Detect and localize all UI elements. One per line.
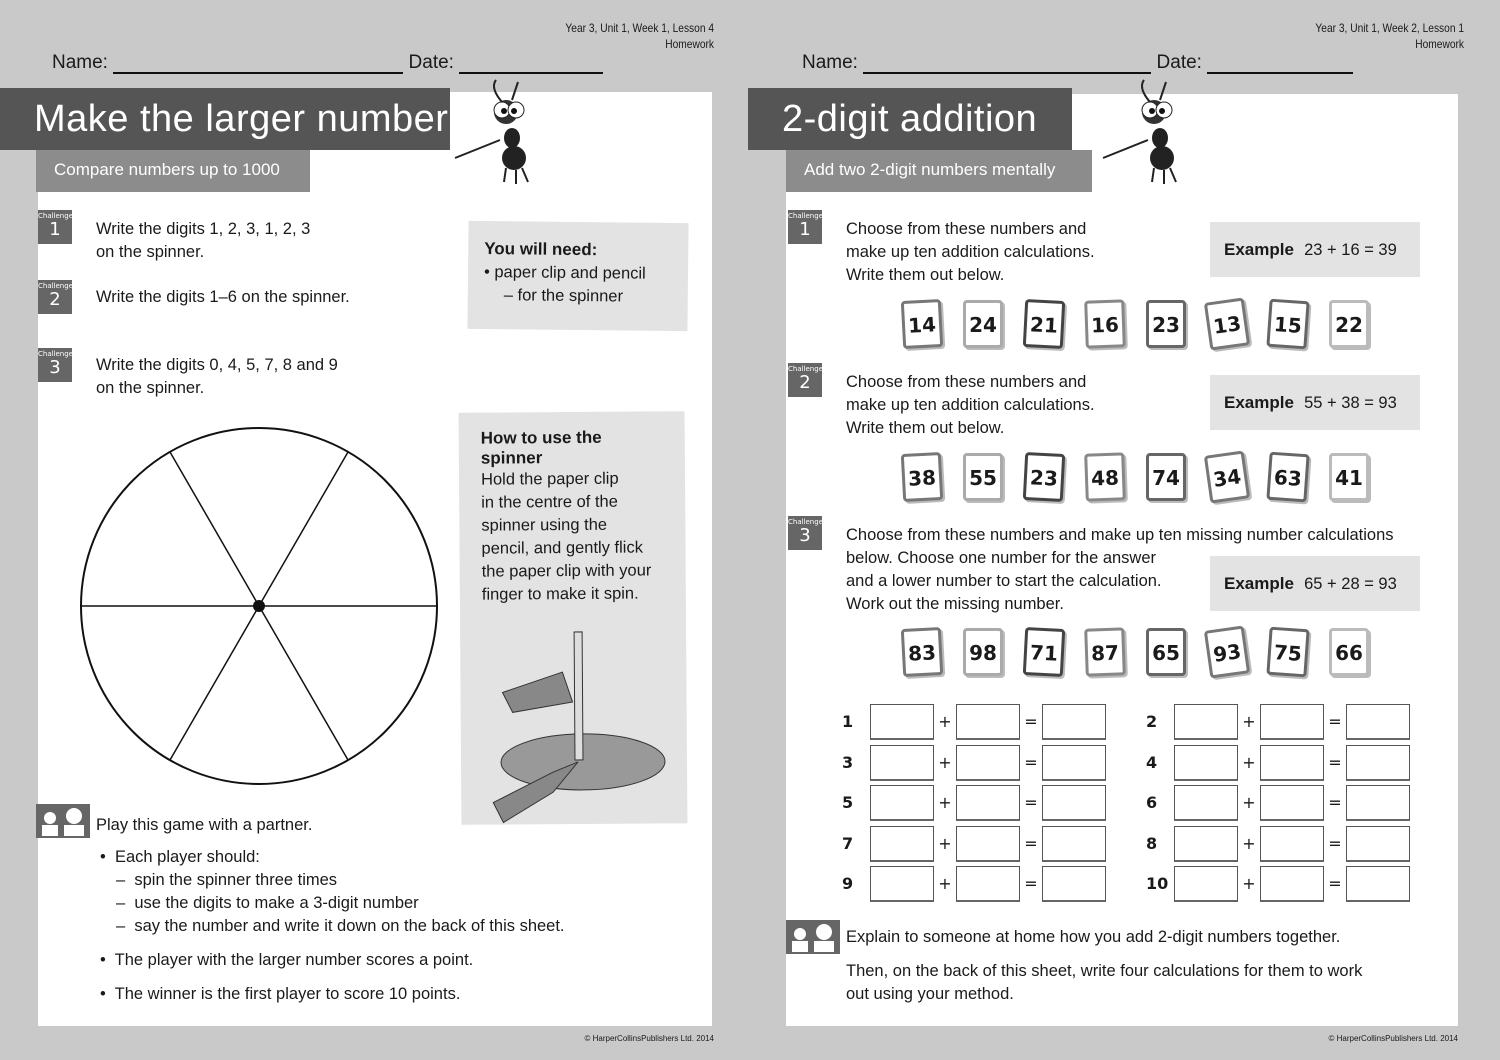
lesson-meta	[1299, 20, 1464, 52]
answer-box[interactable]	[1346, 826, 1410, 862]
text-line: Write the digits 1, 2, 3, 1, 2, 3	[96, 220, 311, 238]
question-number: 6	[1146, 793, 1158, 812]
challenge-label: Challenge	[788, 518, 823, 526]
number-card: 63	[1266, 452, 1309, 503]
ant-mascot-icon	[450, 78, 570, 188]
spinner-hand-illustration	[482, 611, 674, 832]
sub-rule-text: spin the spinner three times	[134, 871, 338, 889]
number-card: 15	[1266, 299, 1309, 350]
addend-2-box[interactable]	[956, 866, 1020, 902]
example-box	[1210, 556, 1420, 611]
date-label: Date:	[408, 52, 454, 73]
date-field[interactable]	[459, 72, 603, 74]
example-equation: 65 + 28 = 93	[1304, 575, 1397, 593]
question-number: 2	[1146, 712, 1158, 731]
number-card: 87	[1084, 627, 1126, 676]
addend-2-box[interactable]	[956, 826, 1020, 862]
rule-text: The player with the larger number scores a point.	[114, 951, 474, 969]
page-subtitle: Compare numbers up to 1000	[36, 150, 310, 192]
number-card: 98	[963, 628, 1003, 676]
text-line: the paper clip with your	[481, 561, 652, 581]
challenge-badge-2	[38, 280, 72, 314]
homework-label: Homework	[665, 37, 714, 51]
addend-1-box[interactable]	[870, 745, 934, 781]
calc-row	[842, 826, 1106, 862]
challenge-badge-1	[38, 210, 72, 244]
answer-box[interactable]	[1042, 704, 1106, 740]
example-equation: 23 + 16 = 39	[1304, 241, 1397, 259]
copyright: © HarperCollinsPublishers Ltd. 2014	[1328, 1034, 1458, 1043]
addend-2-box[interactable]	[1260, 785, 1324, 821]
text-line: Choose from these numbers and	[846, 220, 1087, 238]
page-title: 2-digit addition	[748, 88, 1072, 150]
example-box	[1210, 222, 1420, 277]
text-line: pencil, and gently flick	[481, 538, 644, 558]
question-number: 3	[842, 752, 854, 772]
example-box	[1210, 375, 1420, 430]
calc-row	[842, 866, 1106, 902]
how-to-box	[459, 411, 688, 825]
equals-sign: =	[1024, 833, 1038, 853]
calc-row	[1146, 866, 1410, 902]
addend-1-box[interactable]	[1174, 745, 1238, 781]
text-line: on the spinner.	[96, 243, 205, 261]
text-line: make up ten addition calculations.	[846, 396, 1095, 414]
text-line: Write them out below.	[846, 266, 1005, 284]
name-date-row	[802, 52, 1353, 74]
text-line: out using your method.	[846, 985, 1014, 1003]
addend-1-box[interactable]	[870, 826, 934, 862]
addend-1-box[interactable]	[1174, 826, 1238, 862]
challenge-2-text	[96, 286, 350, 309]
game-intro: Play this game with a partner.	[96, 816, 313, 834]
question-number: 4	[1146, 752, 1158, 772]
question-number: 8	[1146, 833, 1158, 853]
copyright: © HarperCollinsPublishers Ltd. 2014	[584, 1034, 714, 1043]
plus-sign: +	[1242, 833, 1256, 853]
answer-box[interactable]	[1042, 785, 1106, 821]
calc-row	[1146, 745, 1410, 781]
calc-row	[1146, 826, 1410, 862]
answer-box[interactable]	[1346, 866, 1410, 902]
number-card: 16	[1084, 299, 1126, 348]
need-item: • paper clip and pencil	[483, 263, 646, 283]
text-line: finger to make it spin.	[481, 584, 639, 604]
rule-text: Each player should:	[114, 848, 260, 866]
challenge-label: Challenge	[38, 350, 73, 358]
lesson-ref: Year 3, Unit 1, Week 1, Lesson 4	[565, 21, 714, 35]
challenge-badge-2	[788, 363, 822, 397]
number-card: 13	[1204, 297, 1250, 350]
equals-sign: =	[1328, 752, 1342, 772]
addend-1-box[interactable]	[870, 866, 934, 902]
question-number: 5	[842, 793, 854, 812]
number-card: 48	[1084, 452, 1126, 501]
box-title: You will need:	[484, 239, 598, 260]
challenge-number: 1	[49, 219, 61, 240]
lesson-meta	[549, 20, 714, 52]
how-to-text	[481, 467, 664, 606]
equals-sign: =	[1328, 874, 1342, 893]
number-card: 38	[901, 452, 943, 502]
number-card: 74	[1146, 453, 1186, 501]
name-label: Name:	[802, 52, 858, 73]
answer-box[interactable]	[1346, 745, 1410, 781]
challenge-number: 2	[799, 372, 811, 393]
page-title: Make the larger number	[0, 88, 450, 150]
sub-rule: – use the digits to make a 3-digit number	[116, 894, 419, 912]
calc-row	[842, 704, 1106, 740]
addend-1-box[interactable]	[870, 704, 934, 740]
number-card: 24	[963, 300, 1003, 348]
addend-2-box[interactable]	[1260, 704, 1324, 740]
number-card: 75	[1266, 627, 1309, 678]
addend-2-box[interactable]	[1260, 745, 1324, 781]
spinner-diagram	[78, 426, 442, 786]
rule-text: The winner is the first player to score 10 points.	[114, 985, 461, 1003]
addend-1-box[interactable]	[870, 785, 934, 821]
name-date-row	[52, 52, 603, 74]
explain-text: Explain to someone at home how you add 2-digit numbers together.	[846, 928, 1341, 946]
addend-2-box[interactable]	[1260, 826, 1324, 862]
plus-sign: +	[1242, 712, 1256, 731]
number-card: 65	[1146, 628, 1186, 676]
ant-mascot-icon	[1098, 78, 1218, 188]
number-card: 41	[1329, 453, 1369, 501]
then-text	[846, 960, 1362, 1006]
equals-sign: =	[1328, 712, 1342, 731]
text-line: Write the digits 1–6 on the spinner.	[96, 288, 350, 306]
partner-icon	[786, 920, 840, 954]
you-will-need-box	[467, 221, 688, 331]
equals-sign: =	[1024, 793, 1038, 812]
number-card: 71	[1023, 627, 1065, 677]
date-label: Date:	[1156, 52, 1202, 73]
challenge-badge-3	[788, 516, 822, 550]
question-number: 7	[842, 833, 854, 853]
example-label: Example	[1224, 240, 1294, 259]
equals-sign: =	[1024, 874, 1038, 893]
calc-row	[1146, 785, 1410, 821]
number-card: 14	[901, 299, 943, 349]
challenge-label: Challenge	[788, 212, 823, 220]
equals-sign: =	[1328, 793, 1342, 812]
text-line: Choose from these numbers and	[846, 373, 1087, 391]
challenge-label: Challenge	[788, 365, 823, 373]
number-card: 23	[1023, 452, 1065, 502]
text-line: Write them out below.	[846, 419, 1005, 437]
challenge-badge-1	[788, 210, 822, 244]
text-line: Work out the missing number.	[846, 595, 1064, 613]
number-card: 93	[1204, 625, 1250, 678]
page-subtitle: Add two 2-digit numbers mentally	[786, 150, 1092, 192]
example-equation: 55 + 38 = 93	[1304, 394, 1397, 412]
sub-rule-text: say the number and write it down on the back of this sheet.	[134, 917, 565, 935]
question-number: 1	[842, 712, 854, 731]
addend-2-box[interactable]	[956, 704, 1020, 740]
number-card: 83	[901, 627, 943, 677]
addend-1-box[interactable]	[1174, 704, 1238, 740]
plus-sign: +	[938, 793, 952, 812]
calc-row	[842, 785, 1106, 821]
rule-item: • The player with the larger number scores a point.	[100, 951, 474, 969]
number-card: 34	[1204, 450, 1250, 503]
need-item-text: paper clip and pencil	[494, 263, 646, 283]
answer-box[interactable]	[1346, 785, 1410, 821]
challenge-1-text	[846, 218, 1095, 287]
name-label: Name:	[52, 52, 108, 73]
text-line: make up ten addition calculations.	[846, 243, 1095, 261]
rule-item: • Each player should:	[100, 848, 260, 866]
challenge-2-text	[846, 371, 1095, 440]
rule-item: • The winner is the first player to score 10 points.	[100, 985, 461, 1003]
question-number: 10	[1146, 874, 1169, 893]
number-card: 66	[1329, 628, 1369, 676]
addend-1-box[interactable]	[1174, 785, 1238, 821]
answer-box[interactable]	[1346, 704, 1410, 740]
plus-sign: +	[938, 712, 952, 731]
equals-sign: =	[1328, 833, 1342, 853]
answer-box[interactable]	[1042, 866, 1106, 902]
name-field[interactable]	[113, 72, 403, 74]
answer-box[interactable]	[1042, 826, 1106, 862]
equals-sign: =	[1024, 752, 1038, 772]
text-line: Then, on the back of this sheet, write four calculations for them to work	[846, 962, 1363, 980]
answer-box[interactable]	[1042, 745, 1106, 781]
plus-sign: +	[1242, 793, 1256, 812]
lesson-ref: Year 3, Unit 1, Week 2, Lesson 1	[1315, 21, 1464, 35]
challenge-number: 1	[799, 219, 811, 240]
calc-row	[1146, 704, 1410, 740]
challenge-3-text	[96, 354, 338, 400]
text-line: spinner using the	[481, 515, 608, 535]
challenge-number: 3	[799, 525, 811, 546]
calc-row	[842, 745, 1106, 781]
number-card: 21	[1023, 299, 1065, 349]
game-rules	[100, 846, 565, 1006]
addend-1-box[interactable]	[1174, 866, 1238, 902]
challenge-1-text	[96, 218, 310, 264]
date-field[interactable]	[1207, 72, 1353, 74]
number-card: 55	[963, 453, 1003, 501]
text-line: on the spinner.	[96, 379, 205, 397]
homework-label: Homework	[1415, 37, 1464, 51]
plus-sign: +	[938, 752, 952, 772]
challenge-number: 2	[49, 289, 61, 310]
plus-sign: +	[1242, 752, 1256, 772]
text-line: Write the digits 0, 4, 5, 7, 8 and 9	[96, 356, 338, 374]
addend-2-box[interactable]	[1260, 866, 1324, 902]
question-number: 9	[842, 874, 854, 893]
sub-rule-text: use the digits to make a 3-digit number	[134, 894, 419, 912]
text-line: and a lower number to start the calculation.	[846, 572, 1162, 590]
example-label: Example	[1224, 393, 1294, 412]
plus-sign: +	[938, 874, 952, 893]
text-line: below. Choose one number for the answer	[846, 549, 1157, 567]
need-item-note: – for the spinner	[503, 286, 624, 306]
number-card: 23	[1146, 300, 1186, 348]
number-card: 22	[1329, 300, 1369, 348]
addend-2-box[interactable]	[956, 745, 1020, 781]
plus-sign: +	[1242, 874, 1256, 893]
text-line: in the centre of the	[481, 492, 618, 512]
challenge-badge-3	[38, 348, 72, 382]
box-title: How to use the spinner	[480, 427, 602, 468]
addend-2-box[interactable]	[956, 785, 1020, 821]
name-field[interactable]	[863, 72, 1151, 74]
challenge-number: 3	[49, 357, 61, 378]
sub-rule: – spin the spinner three times	[116, 871, 338, 889]
text-line: Hold the paper clip	[480, 469, 619, 489]
equals-sign: =	[1024, 712, 1038, 731]
text-line: Choose from these numbers and make up ten missing number calculations	[846, 526, 1394, 544]
partner-icon	[36, 804, 90, 838]
sub-rule: – say the number and write it down on the back of this sheet.	[116, 917, 565, 935]
example-label: Example	[1224, 574, 1294, 593]
challenge-label: Challenge	[38, 282, 73, 290]
challenge-label: Challenge	[38, 212, 73, 220]
plus-sign: +	[938, 833, 952, 853]
